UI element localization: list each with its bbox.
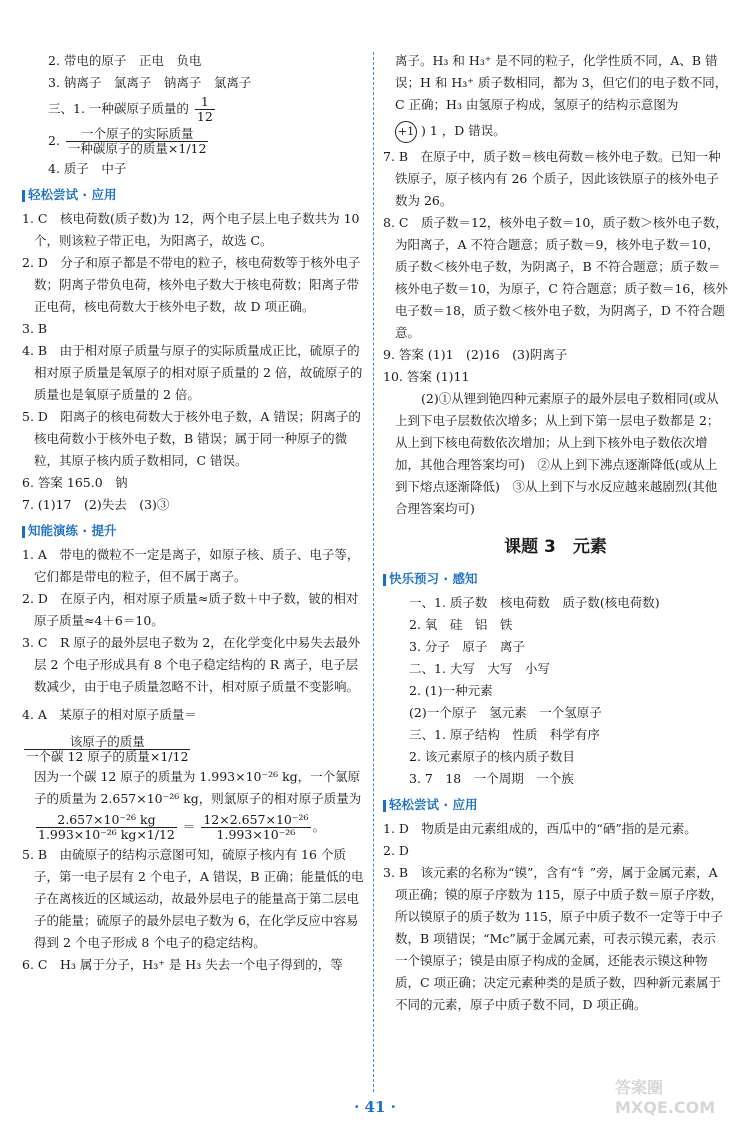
answer-line: 2. 该元素原子的核内质子数目 (409, 749, 575, 764)
answer-text: 三、1. 一种碳原子质量的 (48, 101, 189, 116)
denominator: 1.993×10⁻²⁶ (216, 827, 296, 842)
section-title: 轻松尝试 · 应用 (28, 187, 117, 202)
answer-item: 2. D 分子和原子都是不带电的粒子，核电荷数等于核外电子数；阴离子带负电荷，核外电子数大于核电荷数；阳离子带正电荷，核电荷数大于核外电子数，故 D 项正确。 (22, 255, 361, 314)
lesson-title: 课题 3 元素 (504, 537, 607, 557)
numerator: 1 (195, 95, 215, 110)
section-header (383, 794, 728, 816)
answer-text: 2. (48, 133, 60, 148)
section-title: 轻松尝试 · 应用 (389, 797, 478, 812)
section-header (22, 184, 367, 206)
atom-diagram-line (383, 116, 728, 146)
fraction (66, 127, 209, 156)
answer-item: 2. D 在原子内，相对原子质量≈质子数＋中子数，铍的相对原子质量≈4＋6＝10。 (22, 591, 359, 628)
watermark-logo: 答案圈 MXQE.COM (615, 1078, 716, 1117)
answer-item: 10. 答案 (1)11 (383, 369, 470, 384)
page-number: · 41 · (354, 1098, 396, 1116)
answer-item: 1. A 带电的微粒不一定是离子，如原子核、质子、电子等，它们都是带电的粒子，但不属于离子。 (22, 547, 360, 584)
denominator: 12 (196, 109, 213, 124)
answer-line: 3. 分子 原子 离子 (409, 639, 525, 654)
answer-item: 7. (1)17 (2)失去 (3)③ (22, 497, 170, 512)
right-column (383, 50, 728, 1016)
left-column (22, 50, 367, 976)
numerator: 12×2.657×10⁻²⁶ (203, 812, 309, 827)
answer-item: 8. C 质子数＝12，核外电子数＝10，质子数＞核外电子数，为阳离子，A 不符合题意；质子数＝9，核外电子数＝10，质子数＜核外电子数，为阴离子，B 不符合题意；质子数＝核外电子数＝10，为原子，C 符合题意；质子数＝16，核外电子数＝18，质子数＜核外电子数，为阴离子，D 不符合题意。 (383, 215, 728, 340)
electron-shell-icon: ) 1 (417, 123, 442, 138)
answer-item: 1. D 物质是由元素组成的，西瓜中的“硒”指的是元素。 (383, 821, 697, 836)
answer-item: 1. C 核电荷数(质子数)为 12，两个电子层上电子数共为 10 个，则该粒子带正电，为阳离子，故选 C。 (22, 211, 360, 248)
answer-line: 3. 钠离子 氯离子 钠离子 氯离子 (48, 75, 252, 90)
answer-line: 三、1. 原子结构 性质 科学有序 (409, 727, 600, 742)
section-bar-icon (22, 190, 25, 202)
answer-item: 2. D (383, 843, 409, 858)
answer-text: 4. A 某原子的相对原子质量＝ (22, 707, 197, 722)
answer-equation: $\frac{\text{2.657×10⁻²⁶ kg}}{\text{1.993×10⁻²⁶ kg×1/12}}$ ＝ $\frac{\text{12×2.657×10⁻²⁶}}{\text{1.993×10⁻²⁶}}$ 。 (38, 812, 326, 842)
answer-text: 离子。H₃ 和 H₃⁺ 是不同的粒子，化学性质不同，A、B 错误；H 和 H₃⁺ 质子数相同，都为 3，但它们的电子数不同，C 正确；H₃ 由氢原子构成，氢原子的结构示意图为 (395, 53, 728, 112)
answer-line: (2)一个原子 氢元素 一个氢原子 (409, 705, 602, 720)
answer-item: 3. B 该元素的名称为“镆”，含有“钅”旁，属于金属元素，A 项正确；镆的原子序数为 115，原子中质子数＝原子序数，所以镆原子的质子数为 115，原子中质子数不一定等于中子数，B 项错误；“Mc”属于金属元素，可表示镆元素，表示一个镆原子；镆是由原子构成的金属，还能表示镆这种物质，C 项正确；决定元素种类的是质子数，四种新元素属于不同的元素，原子中质子数不同，D 项正确。 (383, 865, 723, 1012)
section-header (22, 520, 367, 542)
answer-item: 9. 答案 (1)1 (2)16 (3)阴离子 (383, 347, 568, 362)
answer-line: 2. (1)一种元素 (409, 683, 493, 698)
answer-item (22, 698, 367, 766)
answer-item: 3. B (22, 321, 48, 336)
fraction (201, 813, 310, 842)
answer-item: 5. D 阳离子的核电荷数大于核外电子数，A 错误；阴离子的核电荷数小于核外电子数，B 错误；属于同一种原子的微粒，其原子核内质子数相同，C 错误。 (22, 409, 361, 468)
nucleus-circle-icon: +1 (395, 121, 417, 143)
section-title: 知能演练 · 提升 (28, 523, 117, 538)
answer-line (22, 124, 367, 158)
answer-line: 4. 质子 中子 (48, 161, 127, 176)
answer-text: (2)①从锂到铯四种元素原子的最外层电子数相同(或从上到下电子层数依次增多；从上到下第一层电子数都是 2；从上到下核电荷数依次增加；从上到下核外电子数依次增加，其他合理答案均可) ②从上到下沸点逐渐降低(或从上到下熔点逐渐降低) ③从上到下与水反应越来越剧烈(其他合理答案均可) (395, 391, 720, 516)
fraction (36, 813, 177, 842)
answer-item: 6. 答案 165.0 钠 (22, 475, 128, 490)
answer-item: 3. C R 原子的最外层电子数为 2，在化学变化中易失去最外层 2 个电子形成具有 8 个电子稳定结构的 R 离子，电子层数减少，由于电子质量忽略不计，相对原子质量不变影响。 (22, 635, 361, 694)
answer-text: 因为一个碳 12 原子的质量为 1.993×10⁻²⁶ kg，一个氯原子的质量为 2.657×10⁻²⁶ kg，则氯原子的相对原子质量为 (34, 769, 362, 806)
answer-item: 5. B 由硫原子的结构示意图可知，硫原子核内有 16 个质子，第一电子层有 2 个电子，A 错误，B 正确；能量低的电子在离核近的区域运动，故最外层电子的能量高于第二层电子的能量；硫原子的最外层电子数为 6，在化学反应中容易得到 2 个电子形成 8 个电子的稳定结构。 (22, 847, 364, 950)
fraction (195, 95, 215, 124)
denominator: 一种碳原子的质量×1/12 (67, 141, 207, 156)
section-header (383, 568, 728, 590)
section-title: 快乐预习 · 感知 (389, 571, 478, 586)
numerator: 2.657×10⁻²⁶ kg (36, 813, 177, 828)
answer-line: 一、1. 质子数 核电荷数 质子数(核电荷数) (409, 595, 660, 610)
answer-item: 4. B 由于相对原子质量与原子的实际质量成正比，硫原子的相对原子质量是氧原子的相对原子质量的 2 倍，故硫原子的质量也是氧原子质量的 2 倍。 (22, 343, 363, 402)
fraction (24, 735, 190, 764)
answer-line: 3. 7 18 一个周期 一个族 (409, 771, 574, 786)
answer-line: 2. 带电的原子 正电 负电 (48, 53, 202, 68)
section-bar-icon (383, 574, 386, 586)
denominator: 1.993×10⁻²⁶ kg×1/12 (38, 827, 175, 842)
denominator: 一个碳 12 原子的质量×1/12 (26, 749, 189, 764)
answer-line: 二、1. 大写 大写 小写 (409, 661, 550, 676)
answer-text: ，D 错误。 (441, 123, 506, 138)
answer-item: 7. B 在原子中，质子数＝核电荷数＝核外电子数。已知一种铁原子，原子核内有 26 个质子，因此该铁原子的核外电子数为 26。 (383, 149, 721, 208)
answer-line (22, 94, 367, 124)
answer-item: 6. C H₃ 属于分子，H₃⁺ 是 H₃ 失去一个电子得到的，等 (22, 957, 343, 972)
section-bar-icon (383, 800, 386, 812)
numerator: 该原子的质量 (24, 735, 190, 750)
answer-line: 2. 氧 硅 铝 铁 (409, 617, 513, 632)
section-bar-icon (22, 526, 25, 538)
column-divider (373, 52, 374, 1092)
numerator: 一个原子的实际质量 (66, 127, 209, 142)
